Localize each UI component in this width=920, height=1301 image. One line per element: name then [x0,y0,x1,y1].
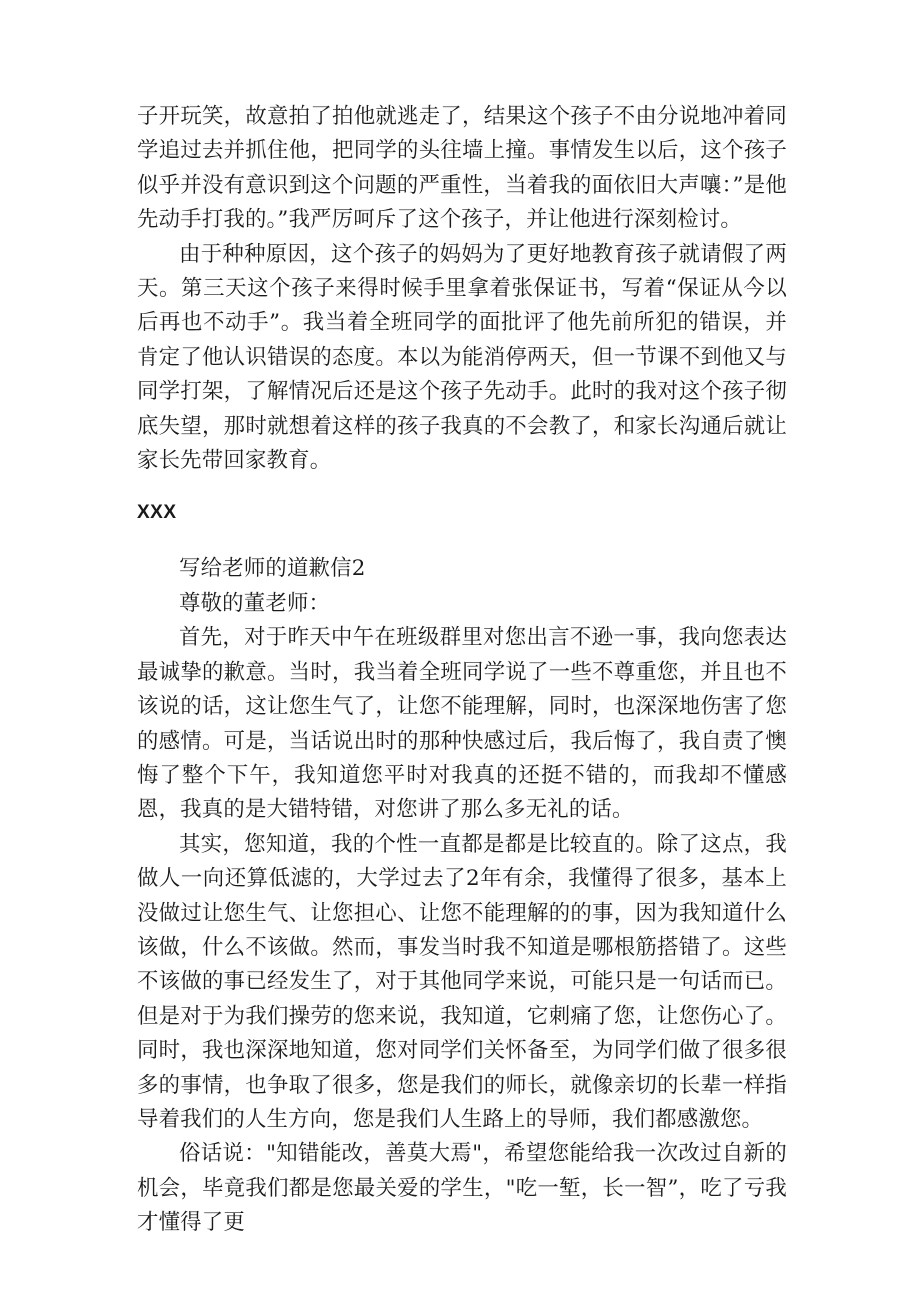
paragraph: 首先，对于昨天中午在班级群里对您出言不逊一事，我向您表达最诚挚的歉意。当时，我当着全班同学说了一些不尊重您，并且也不该说的话，这让您生气了，让您不能理解，同时，也深深地伤害了您的感情。可是，当话说出时的那种快感过后，我后悔了，我自责了懊悔了整个下午，我知道您平时对我真的还挺不错的，而我却不懂感恩，我真的是大错特错，对您讲了那么多无礼的话。 [137,625,787,823]
paragraph: 其实，您知道，我的个性一直都是都是比较直的。除了这点，我做人一向还算低滤的，大学过去了2年有余，我懂得了很多，基本上没做过让您生气、让您担心、让您不能理解的的事，因为我知道什么该做，什么不该做。然而，事发当时我不知道是哪根筋搭错了。这些不该做的事已经发生了，对于其他同学来说，可能只是一句话而已。但是对于为我们操劳的您来说，我知道，它刺痛了您，让您伤心了。同时，我也深深地知道，您对同学们关怀备至，为同学们做了很多很多的事情，也争取了很多，您是我们的师长，就像亲切的长辈一样指导着我们的人生方向，您是我们人生路上的导师，我们都感激您。 [137,831,787,1132]
letter-salutation: 尊敬的董老师： [179,590,331,616]
document-page [137,100,787,1241]
section-separator: XXX [137,502,177,524]
letter-title: 写给老师的道歉信2 [179,556,366,582]
paragraph: 由于种种原因，这个孩子的妈妈为了更好地教育孩子就请假了两天。第三天这个孩子来得时候手里拿着张保证书，写着“保证从今以后再也不动手”。我当着全班同学的面批评了他先前所犯的错误，并肯定了他认识错误的态度。本以为能消停两天，但一节课不到他又与同学打架，了解情况后还是这个孩子先动手。此时的我对这个孩子彻底失望，那时就想着这样的孩子我真的不会教了，和家长沟通后就让家长先带回家教育。 [137,241,787,474]
paragraph-continuation: 子开玩笑，故意拍了拍他就逃走了，结果这个孩子不由分说地冲着同学追过去并抓住他，把同学的头往墙上撞。事情发生以后，这个孩子似乎并没有意识到这个问题的严重性，当着我的面依旧大声嚷：”是他先动手打我的。”我严厉呵斥了这个孩子，并让他进行深刻检讨。 [137,104,787,233]
paragraph: 俗话说："知错能改，善莫大焉"，希望您能给我一次改过自新的机会，毕竟我们都是您最关爱的学生，"吃一堑，长一智”，吃了亏我才懂得了更 [137,1141,787,1236]
